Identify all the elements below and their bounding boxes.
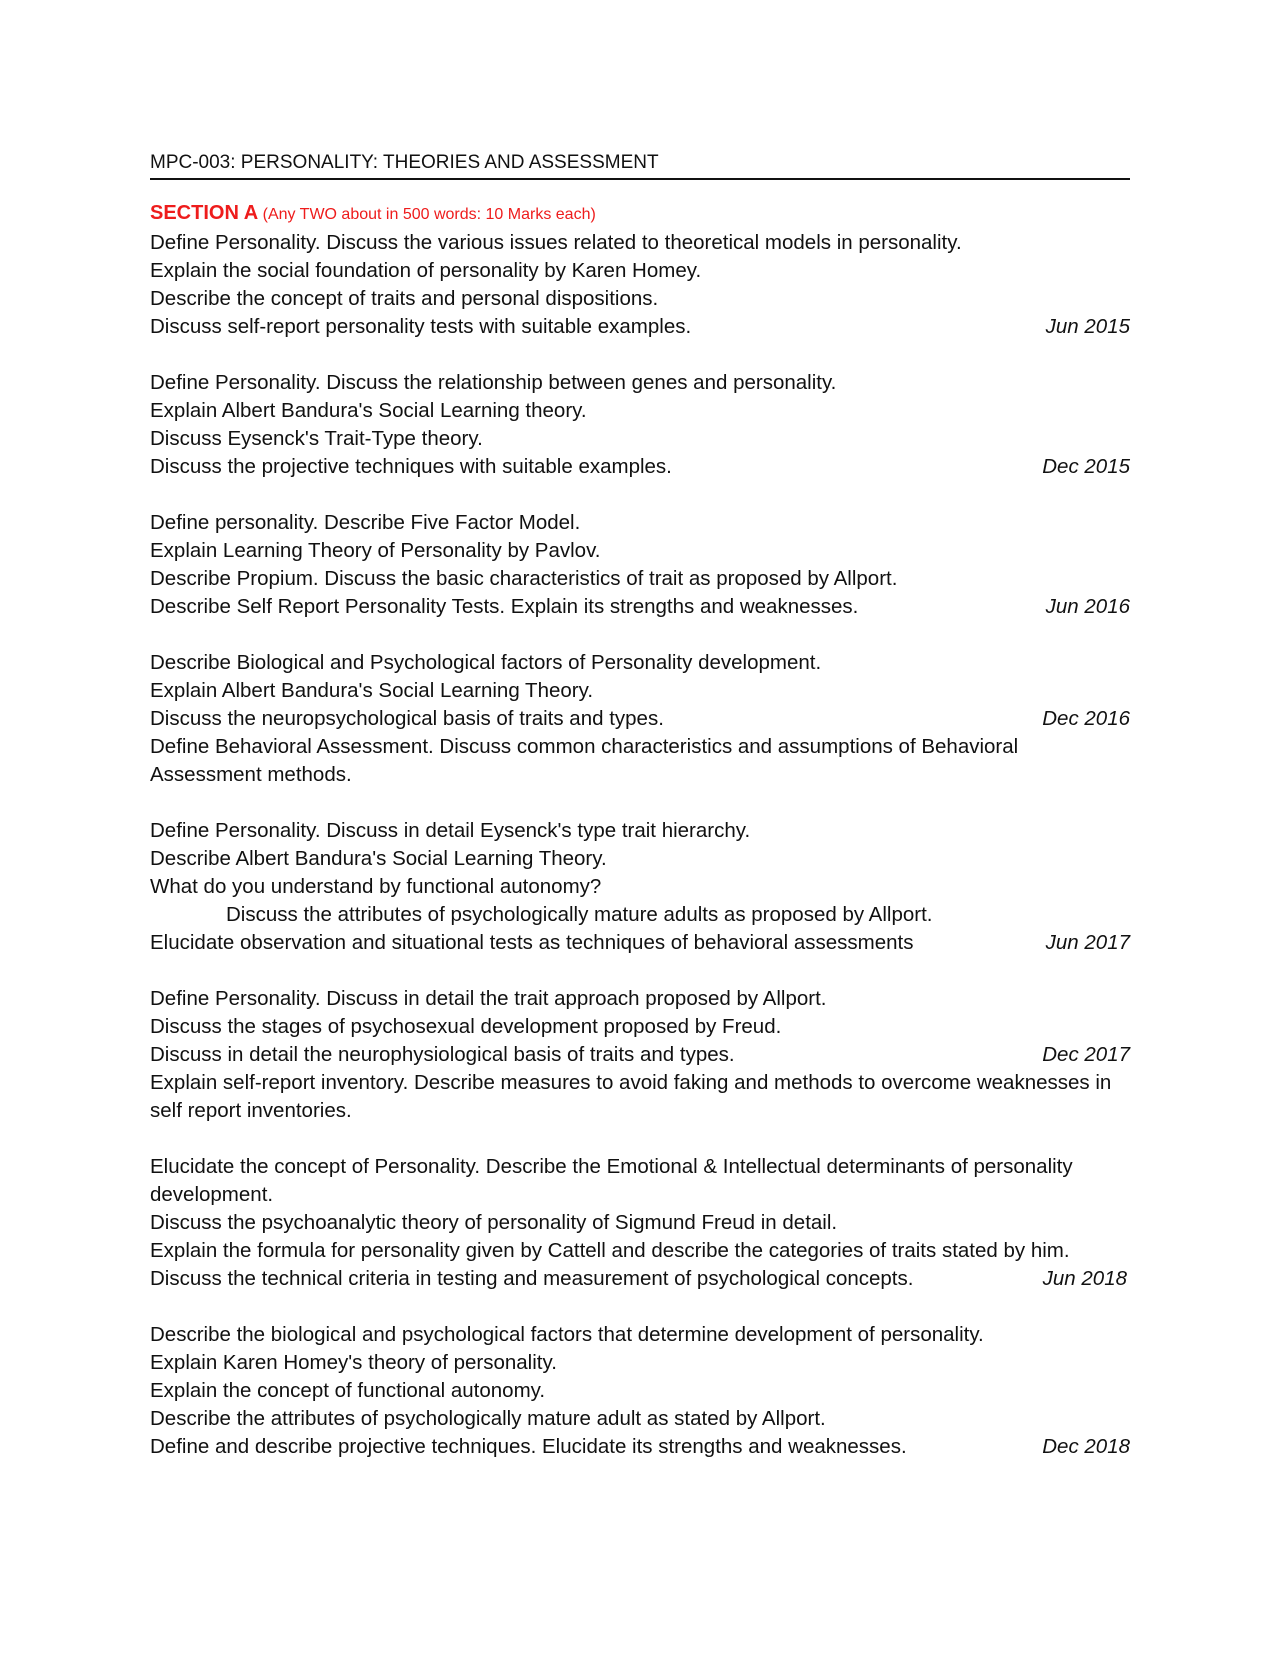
question-with-date (150, 1041, 1130, 1069)
question: Describe Propium. Discuss the basic characteristics of trait as proposed by Allport. (150, 567, 898, 590)
question-with-date (150, 453, 1130, 481)
question: Explain the formula for personality given by Cattell and describe the categories of traits stated by him. (150, 1239, 1070, 1262)
question-with-date (150, 929, 1130, 957)
question-group-dec-2015 (150, 369, 1130, 481)
question: Explain Albert Bandura's Social Learning theory. (150, 399, 587, 422)
question: What do you understand by functional autonomy? (150, 875, 602, 898)
question: Define Personality. Discuss the various issues related to theoretical models in personality. (150, 231, 962, 254)
question: Define personality. Describe Five Factor Model. (150, 511, 581, 534)
section-label: SECTION A (150, 202, 259, 224)
question: Explain Albert Bandura's Social Learning Theory. (150, 679, 594, 702)
question-text: Discuss the technical criteria in testing and measurement of psychological concepts. (150, 1267, 914, 1290)
question: Explain self-report inventory. Describe measures to avoid faking and methods to overcome weaknesses in self report inventories. (150, 1071, 1112, 1122)
question: Define Behavioral Assessment. Discuss common characteristics and assumptions of Behavioral Assessment methods. (150, 735, 1019, 786)
question-text: Discuss the projective techniques with suitable examples. (150, 455, 672, 478)
question-group-dec-2018 (150, 1321, 1130, 1461)
document-page (150, 150, 1130, 1489)
question: Discuss the psychoanalytic theory of personality of Sigmund Freud in detail. (150, 1211, 838, 1234)
exam-date: Jun 2018 (1042, 1267, 1127, 1290)
exam-date: Dec 2017 (1042, 1043, 1130, 1066)
question: Elucidate the concept of Personality. Describe the Emotional & Intellectual determinants of personality development. (150, 1155, 1073, 1206)
question-with-date (150, 593, 1130, 621)
question: Explain Karen Homey's theory of personality. (150, 1351, 557, 1374)
section-note: (Any TWO about in 500 words: 10 Marks each) (262, 206, 596, 223)
exam-date: Dec 2015 (1042, 455, 1130, 478)
question-with-date (150, 1265, 1130, 1293)
question: Discuss Eysenck's Trait-Type theory. (150, 427, 483, 450)
question: Explain Learning Theory of Personality by Pavlov. (150, 539, 601, 562)
exam-date: Jun 2015 (1045, 315, 1130, 338)
question-indented: Discuss the attributes of psychologically mature adults as proposed by Allport. (226, 903, 933, 926)
question-text: Define and describe projective techniques. Elucidate its strengths and weaknesses. (150, 1435, 907, 1458)
question-group-dec-2016 (150, 649, 1130, 789)
question: Define Personality. Discuss in detail the trait approach proposed by Allport. (150, 987, 827, 1010)
question-text: Elucidate observation and situational tests as techniques of behavioral assessments (150, 931, 914, 954)
question-text: Discuss the neuropsychological basis of traits and types. (150, 707, 664, 730)
document-title: MPC-003: PERSONALITY: THEORIES AND ASSESSMENT (150, 150, 1130, 180)
question-with-date (150, 313, 1130, 341)
exam-date: Dec 2016 (1042, 707, 1130, 730)
question: Describe Biological and Psychological factors of Personality development. (150, 651, 822, 674)
exam-date: Jun 2016 (1045, 595, 1130, 618)
question: Describe the attributes of psychologically mature adult as stated by Allport. (150, 1407, 826, 1430)
question-text: Describe Self Report Personality Tests. Explain its strengths and weaknesses. (150, 595, 859, 618)
question: Discuss the stages of psychosexual development proposed by Freud. (150, 1015, 782, 1038)
question-with-date (150, 705, 1130, 733)
question: Describe the biological and psychological factors that determine development of personality. (150, 1323, 984, 1346)
exam-date: Jun 2017 (1045, 931, 1130, 954)
question: Explain the concept of functional autonomy. (150, 1379, 546, 1402)
question: Define Personality. Discuss the relationship between genes and personality. (150, 371, 837, 394)
question-group-jun-2015 (150, 229, 1130, 341)
question-group-jun-2017 (150, 817, 1130, 957)
question: Describe Albert Bandura's Social Learning Theory. (150, 847, 607, 870)
question-group-dec-2017 (150, 985, 1130, 1125)
section-heading (150, 199, 1130, 229)
question-with-date (150, 1433, 1130, 1461)
exam-date: Dec 2018 (1042, 1435, 1130, 1458)
question-group-jun-2016 (150, 509, 1130, 621)
question-text: Discuss self-report personality tests with suitable examples. (150, 315, 692, 338)
question: Define Personality. Discuss in detail Eysenck's type trait hierarchy. (150, 819, 751, 842)
question-group-jun-2018 (150, 1153, 1130, 1293)
question-text: Discuss in detail the neurophysiological basis of traits and types. (150, 1043, 735, 1066)
question: Explain the social foundation of personality by Karen Homey. (150, 259, 702, 282)
question: Describe the concept of traits and personal dispositions. (150, 287, 659, 310)
